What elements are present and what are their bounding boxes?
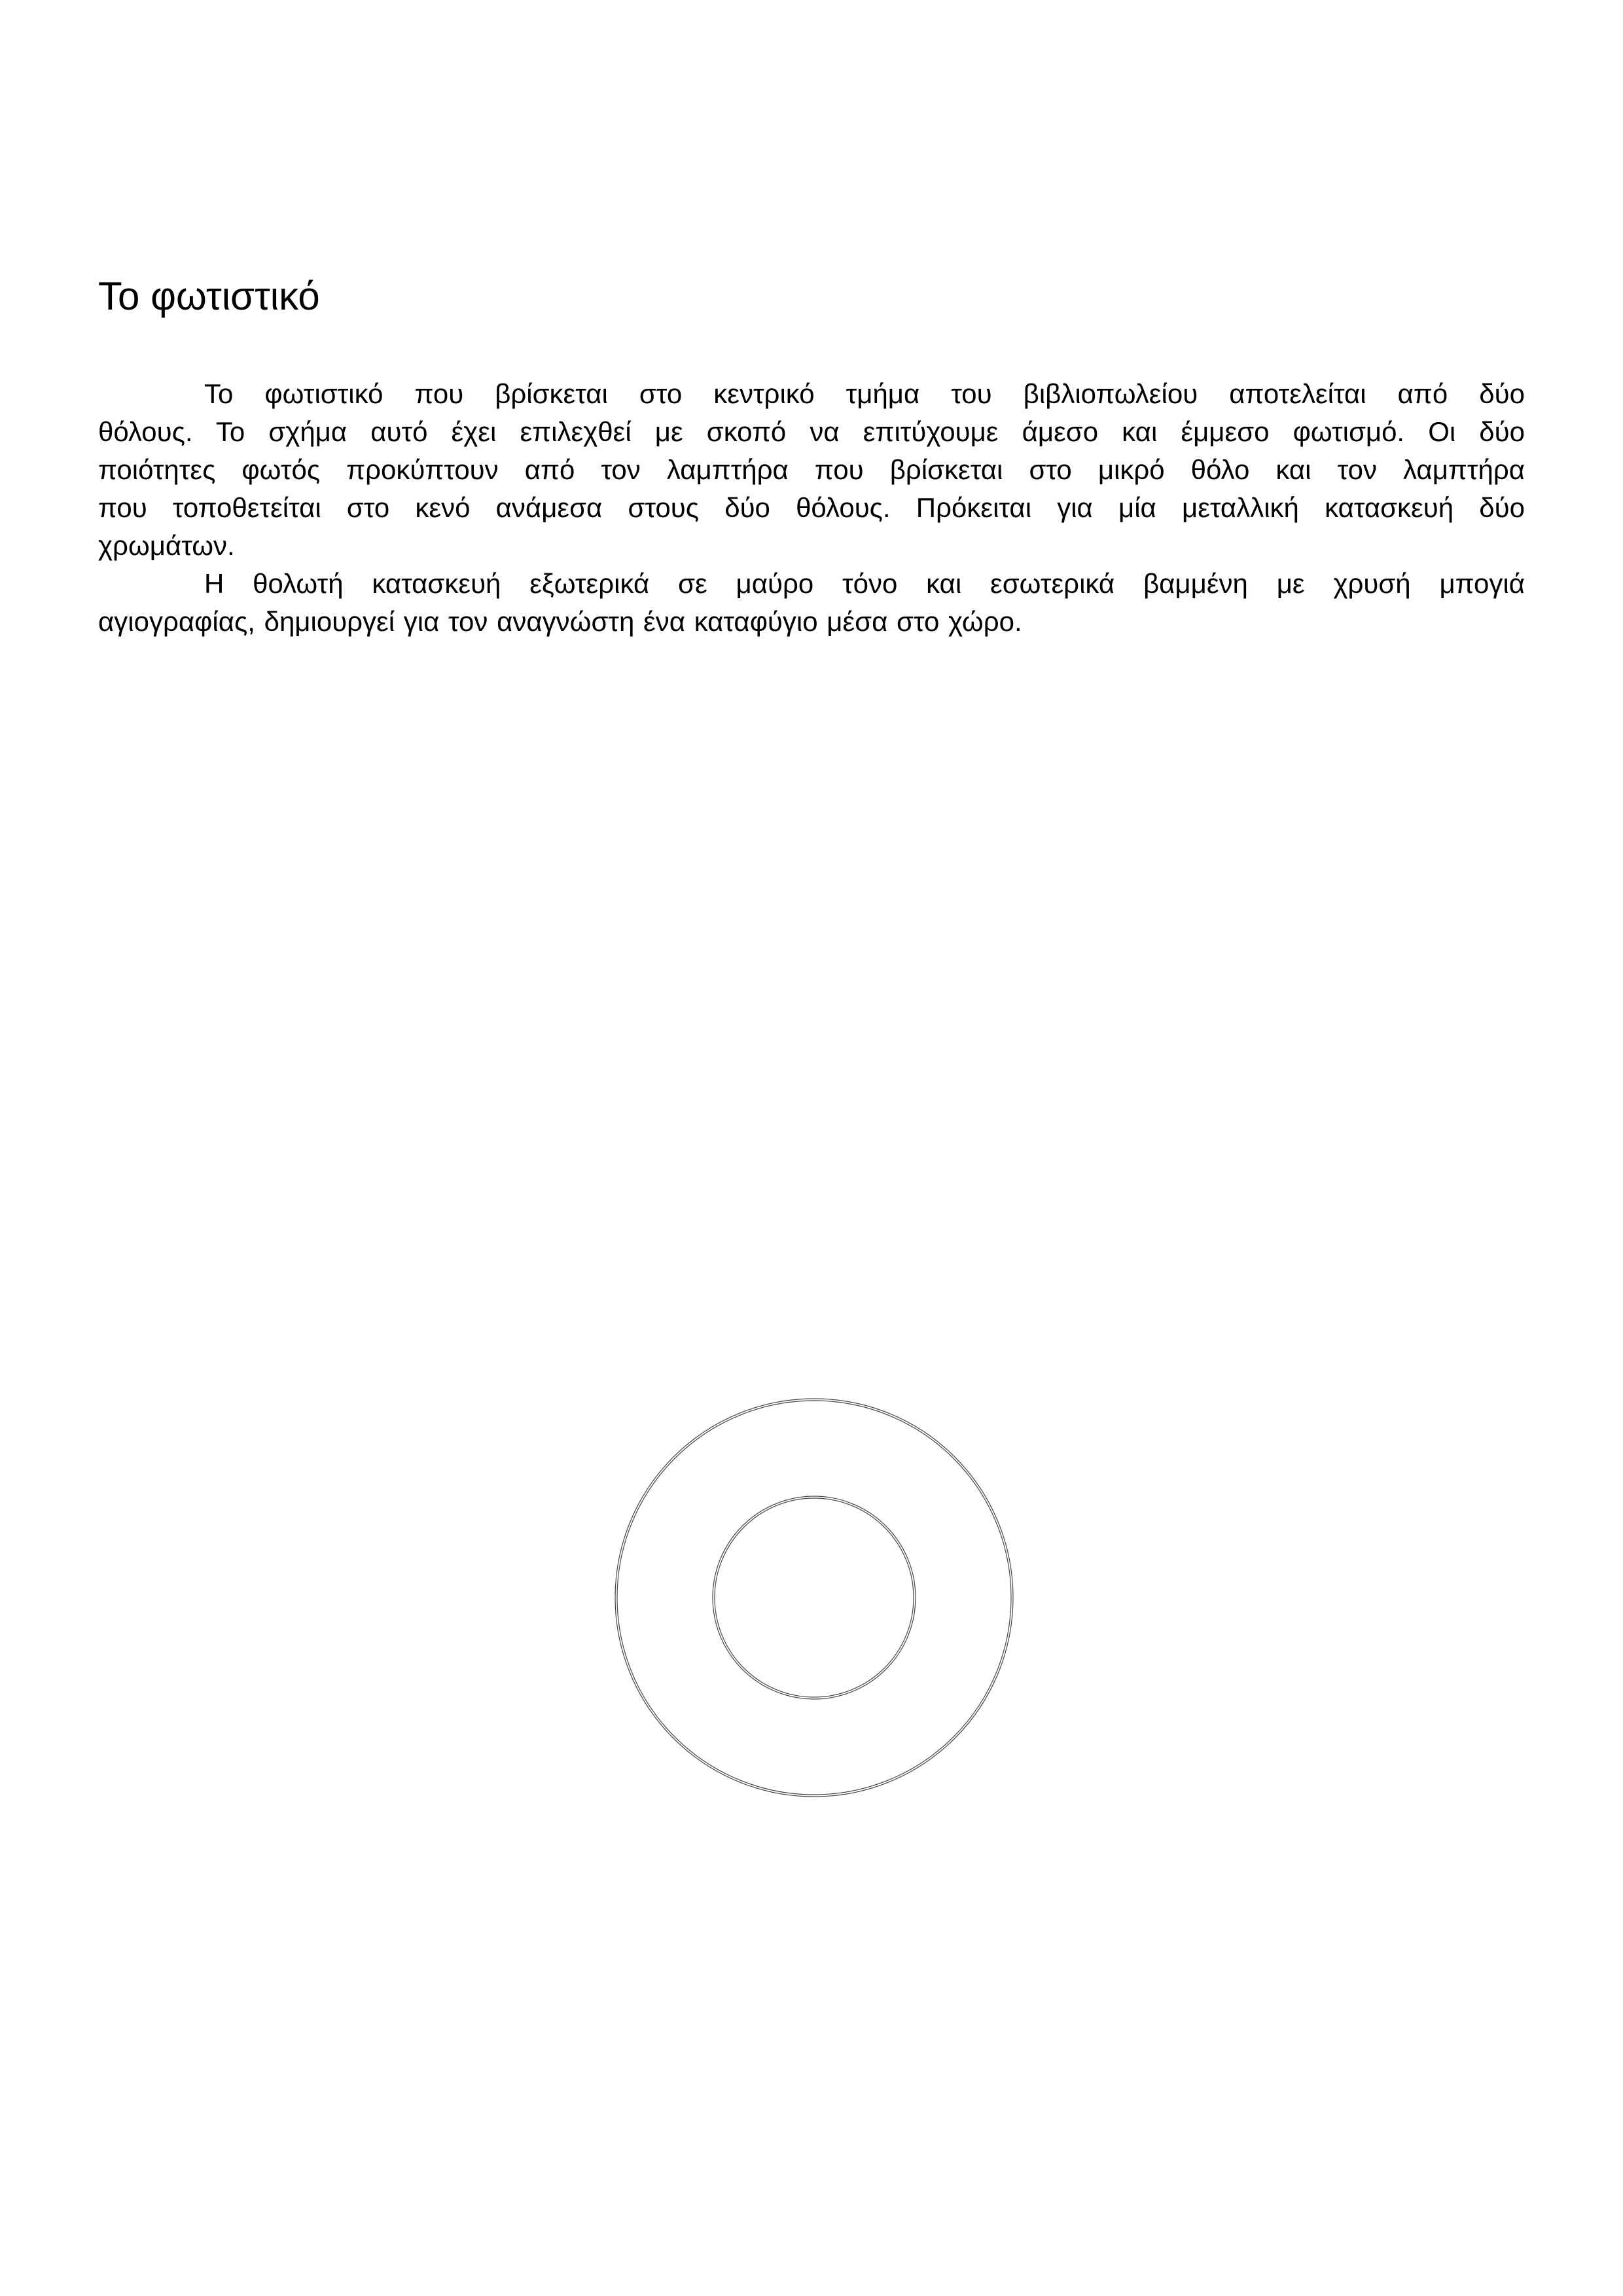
paragraph-1 [98,375,1525,565]
inner-circle-inner-stroke [715,1498,914,1697]
text-line: χρωμάτων. [98,530,235,561]
text-line: Η θολωτή κατασκευή εξωτερικά σε μαύρο τόνο και εσωτερικά βαμμένη με χρυσή μπογιά [204,568,1525,599]
body-text [98,375,1525,641]
text-line: θόλους. Το σχήμα αυτό έχει επιλεχθεί με σκοπό να επιτύχουμε άμεσο και έμμεσο φωτισμό. Οι δύο [98,416,1525,447]
outer-circle-inner-stroke [617,1401,1011,1795]
page-title: Το φωτιστικό [98,274,320,318]
text-line: Το φωτιστικό που βρίσκεται στο κεντρικό τμήμα του βιβλιοπωλείου αποτελείται από δύο [204,378,1525,409]
text-line: ποιότητες φωτός προκύπτουν από τον λαμπτήρα που βρίσκεται στο μικρό θόλο και τον λαμπτήρα [98,454,1525,485]
inner-circle-outer-stroke [713,1496,916,1699]
text-line: αγιογραφίας, δημιουργεί για τον αναγνώστη ένα καταφύγιο μέσα στο χώρο. [98,606,1022,637]
paragraph-2 [98,565,1525,641]
outer-circle-outer-stroke [615,1399,1013,1797]
text-line: που τοποθετείται στο κενό ανάμεσα στους δύο θόλους. Πρόκειται για μία μεταλλική κατασκευή δύο [98,492,1525,523]
